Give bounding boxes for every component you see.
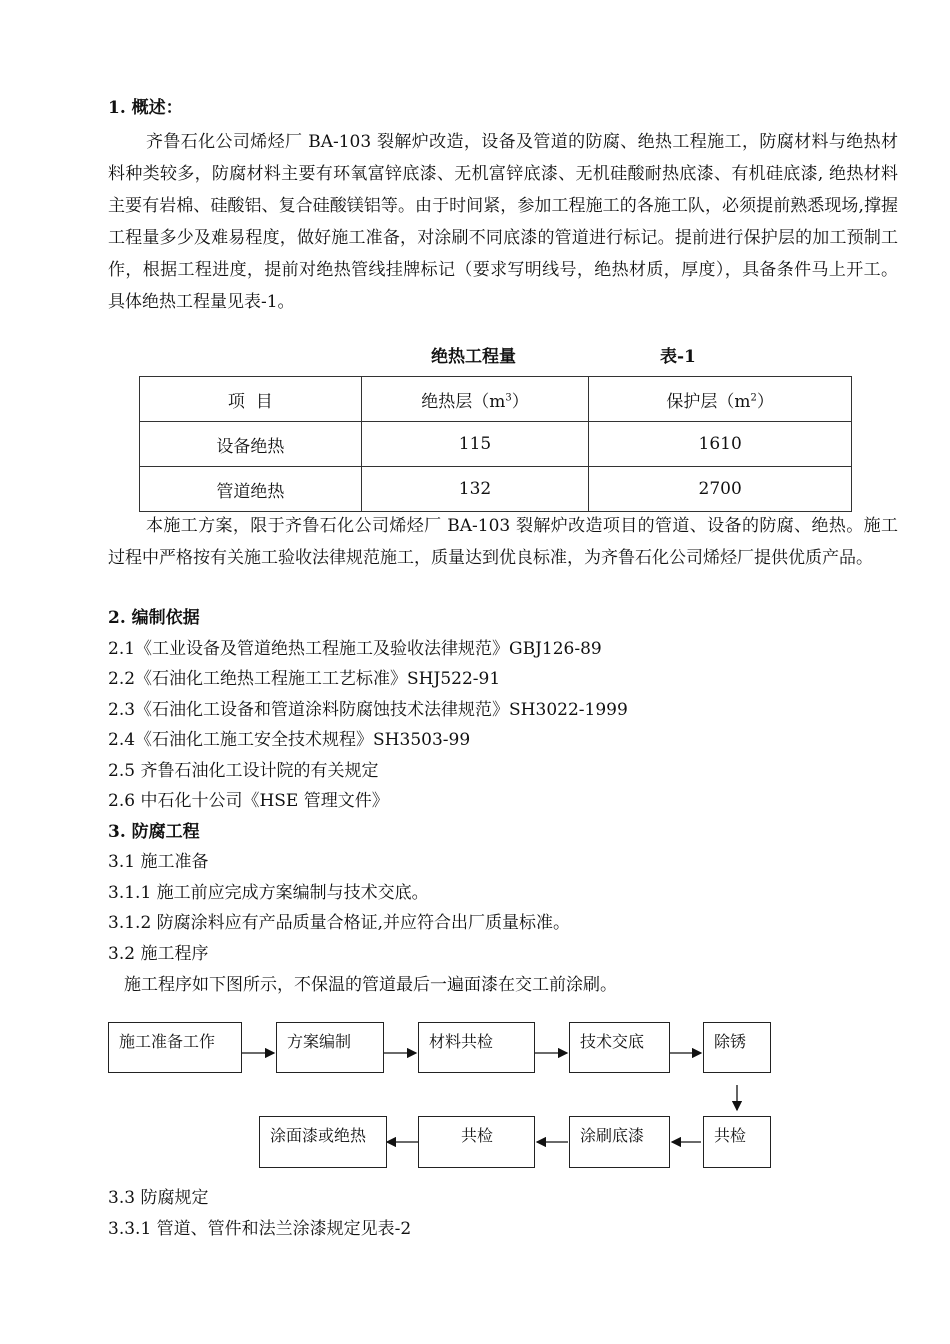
reference-item: 2.4《石油化工施工安全技术规程》SH3503-99 (108, 730, 471, 750)
subsection-3-3: 3.3 防腐规定 (108, 1188, 209, 1208)
row-insulation-value: 132 (361, 467, 589, 512)
flow-step-material-check: 材料共检 (418, 1022, 535, 1073)
flow-step-joint-check-2: 共检 (418, 1116, 535, 1168)
row-protective-value: 2700 (589, 467, 852, 512)
row-label: 设备绝热 (140, 422, 362, 467)
reference-item: 2.1《工业设备及管道绝热工程施工及验收法律规范》GBJ126-89 (108, 639, 602, 659)
flow-step-preparation: 施工准备工作 (108, 1022, 242, 1073)
subsection-3-1: 3.1 施工准备 (108, 852, 209, 872)
header-insulation-layer: 绝热层$(m^3)$ (361, 377, 589, 422)
flow-step-topcoat-insulation: 涂面漆或绝热 (259, 1116, 387, 1168)
flow-step-rust-removal: 除锈 (703, 1022, 771, 1073)
subsection-3-1-2: 3.1.2 防腐涂料应有产品质量合格证,并应符合出厂质量标准。 (108, 913, 571, 933)
header-item: 项 目 (140, 377, 362, 422)
row-label: 管道绝热 (140, 467, 362, 512)
subsection-3-1-1: 3.1.1 施工前应完成方案编制与技术交底。 (108, 883, 429, 903)
reference-item: 2.5 齐鲁石油化工设计院的有关规定 (108, 761, 379, 781)
section1-paragraph-1: 齐鲁石化公司烯烃厂 BA-103 裂解炉改造，设备及管道的防腐、绝热工程施工，防腐材料与绝热材料种类较多，防腐材料主要有环氧富锌底漆、无机富锌底漆、无机硅酸耐热底漆、有机硅底漆, 绝热材料主要有岩棉、硅酸铝、复合硅酸镁铝等。由于时间紧，参加工程施工的各施工队，必须提前熟悉现场,撑握工程量多少及难易程度，做好施工准备，对涂刷不同底漆的管道进行标记。提前进行保护层的加工预制工作，根据工程进度，提前对绝热管线挂牌标记（要求写明线号，绝热材质，厚度），具备条件马上开工。具体绝热工程量见表-1。 (108, 132, 898, 312)
reference-item: 2.2《石油化工绝热工程施工工艺标准》SHJ522-91 (108, 669, 501, 689)
header-protective-layer: 保护层$(m^2)$ (589, 377, 852, 422)
subsection-3-3-1: 3.3.1 管道、管件和法兰涂漆规定见表-2 (108, 1219, 412, 1239)
row-protective-value: 1610 (589, 422, 852, 467)
flow-step-joint-check-1: 共检 (703, 1116, 771, 1168)
flow-step-primer: 涂刷底漆 (569, 1116, 670, 1168)
reference-item: 2.3《石油化工设备和管道涂料防腐蚀技术法律规范》SH3022-1999 (108, 700, 628, 720)
section2-heading: 2. 编制依据 (108, 608, 200, 628)
section1-heading: 1. 概述： (108, 98, 183, 118)
subsection-3-2-text: 施工程序如下图所示，不保温的管道最后一遍面漆在交工前涂刷。 (124, 975, 617, 995)
section3-heading: 3. 防腐工程 (108, 822, 200, 842)
flow-step-briefing: 技术交底 (569, 1022, 670, 1073)
table1-title: 绝热工程量 (431, 347, 516, 367)
subsection-3-2: 3.2 施工程序 (108, 944, 209, 964)
row-insulation-value: 115 (361, 422, 589, 467)
section1-paragraph-2: 本施工方案，限于齐鲁石化公司烯烃厂 BA-103 裂解炉改造项目的管道、设备的防腐、绝热。施工过程中严格按有关施工验收法律规范施工，质量达到优良标准，为齐鲁石化公司烯烃厂提供优质产品。 (108, 516, 898, 568)
table1-number: 表-1 (660, 347, 696, 367)
reference-item: 2.6 中石化十公司《HSE 管理文件》 (108, 791, 389, 811)
flow-step-plan: 方案编制 (276, 1022, 384, 1073)
